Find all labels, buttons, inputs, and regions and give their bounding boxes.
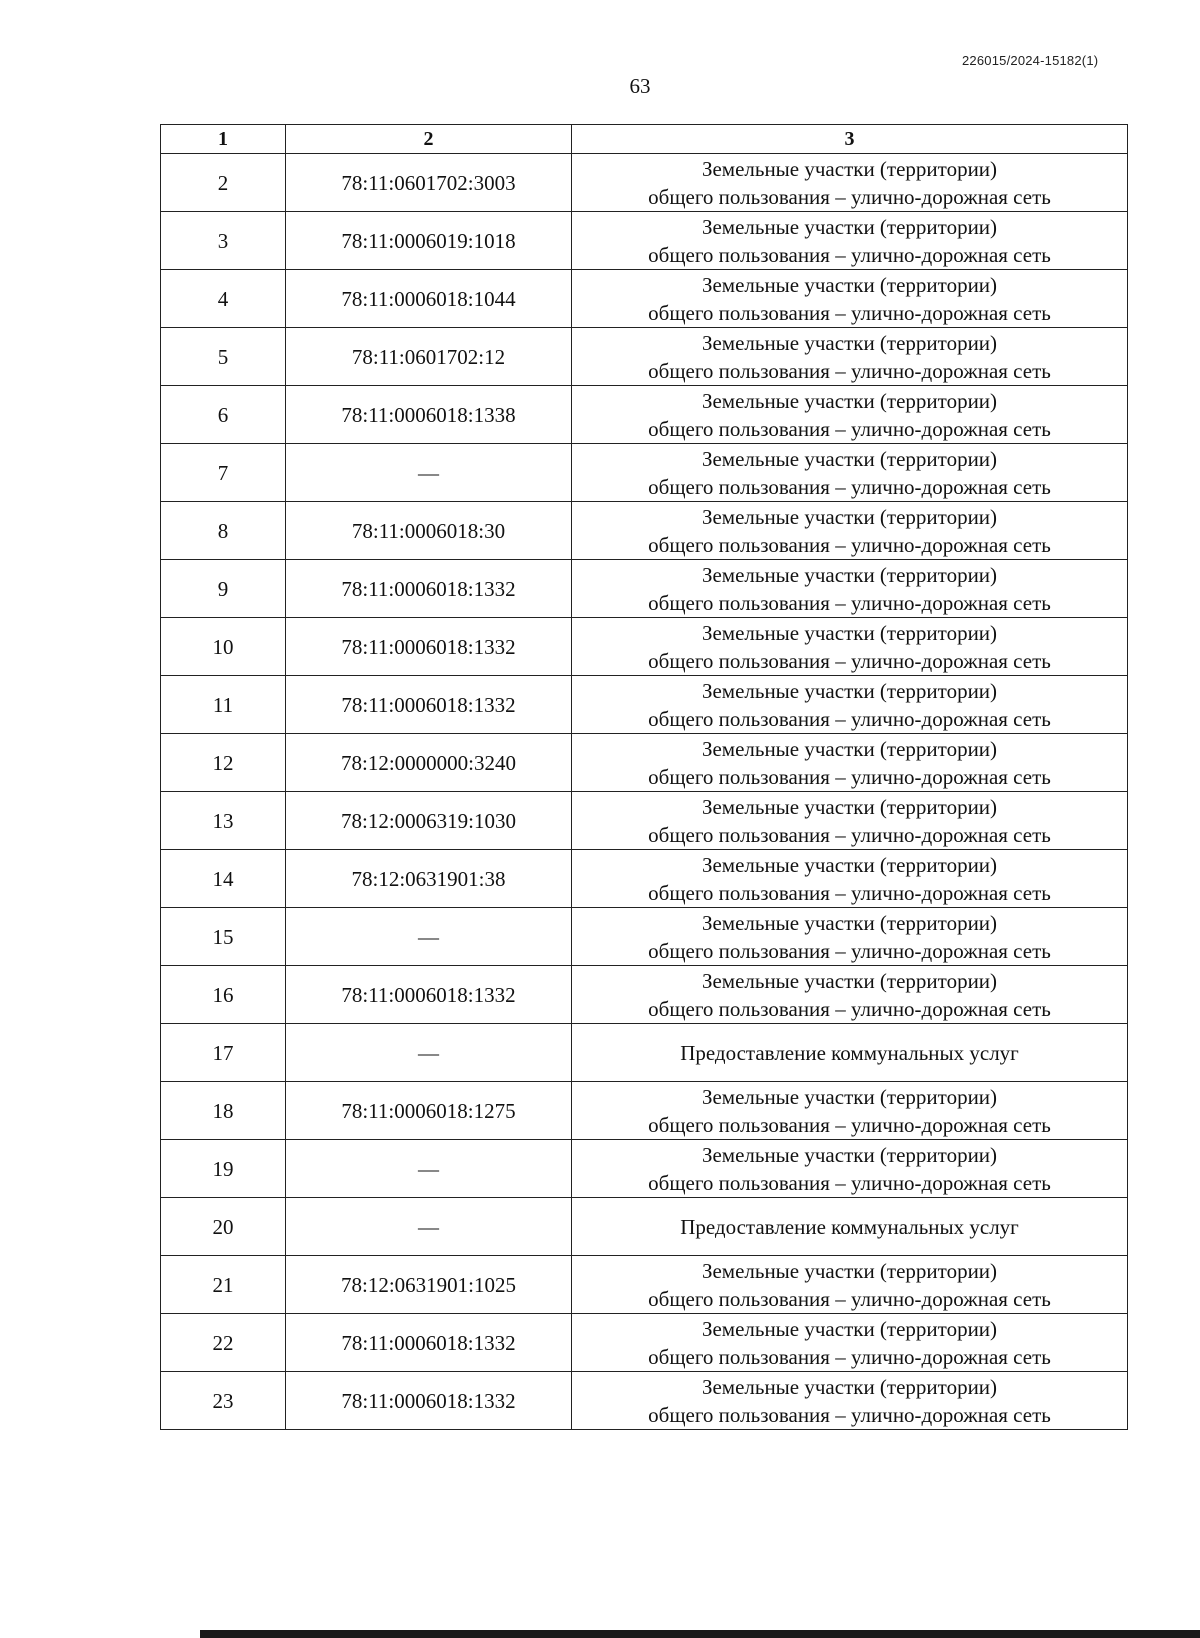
row-number-cell: 10	[161, 618, 286, 676]
column-header-1: 1	[161, 125, 286, 154]
description-line: общего пользования – улично-дорожная сеть	[648, 532, 1051, 557]
cadastral-number-cell: 78:11:0006018:1332	[286, 966, 572, 1024]
description-line: Предоставление коммунальных услуг	[680, 1040, 1019, 1065]
land-use-description-cell	[572, 618, 1128, 676]
description-line: Земельные участки (территории)	[701, 562, 998, 587]
description-line: общего пользования – улично-дорожная сеть	[648, 416, 1051, 441]
land-use-description-cell	[572, 1024, 1128, 1082]
description-line: Земельные участки (территории)	[701, 910, 998, 935]
row-number-cell: 5	[161, 328, 286, 386]
cadastral-number-cell: 78:11:0006018:1275	[286, 1082, 572, 1140]
scan-bottom-edge	[200, 1630, 1200, 1638]
description-line: общего пользования – улично-дорожная сеть	[648, 242, 1051, 267]
table-row	[161, 560, 1128, 618]
cadastral-number-cell: 78:12:0631901:1025	[286, 1256, 572, 1314]
land-use-description-cell	[572, 1314, 1128, 1372]
land-use-description-cell	[572, 676, 1128, 734]
land-use-description-cell	[572, 386, 1128, 444]
row-number-cell: 23	[161, 1372, 286, 1430]
cadastral-number-cell: 78:11:0601702:3003	[286, 154, 572, 212]
cadastral-number-cell: —	[286, 1140, 572, 1198]
page-number: 63	[629, 74, 651, 98]
description-line: общего пользования – улично-дорожная сеть	[648, 822, 1051, 847]
cadastral-number-cell: 78:11:0006018:1044	[286, 270, 572, 328]
row-number-cell: 19	[161, 1140, 286, 1198]
description-line: общего пользования – улично-дорожная сеть	[648, 474, 1051, 499]
description-line: Земельные участки (территории)	[701, 1258, 998, 1283]
cadastral-number-cell: 78:11:0006018:1332	[286, 560, 572, 618]
table-row	[161, 618, 1128, 676]
description-line: Земельные участки (территории)	[701, 620, 998, 645]
table-row	[161, 908, 1128, 966]
land-use-description-cell	[572, 850, 1128, 908]
description-line: Земельные участки (территории)	[701, 1084, 998, 1109]
row-number-cell: 14	[161, 850, 286, 908]
land-use-description-cell	[572, 328, 1128, 386]
table-row	[161, 386, 1128, 444]
document-registration-number: 226015/2024-15182(1)	[962, 53, 1099, 68]
land-use-description-cell	[572, 560, 1128, 618]
description-line: общего пользования – улично-дорожная сеть	[648, 1112, 1051, 1137]
land-use-description-cell	[572, 270, 1128, 328]
row-number-cell: 4	[161, 270, 286, 328]
description-line: общего пользования – улично-дорожная сеть	[648, 1402, 1051, 1427]
land-use-description-cell	[572, 502, 1128, 560]
description-line: общего пользования – улично-дорожная сеть	[648, 938, 1051, 963]
land-use-description-cell	[572, 792, 1128, 850]
description-line: Земельные участки (территории)	[701, 388, 998, 413]
description-line: Земельные участки (территории)	[701, 968, 998, 993]
land-plots-table	[160, 124, 1128, 1430]
land-use-description-cell	[572, 1372, 1128, 1430]
row-number-cell: 11	[161, 676, 286, 734]
description-line: Земельные участки (территории)	[701, 736, 998, 761]
row-number-cell: 17	[161, 1024, 286, 1082]
table-row	[161, 850, 1128, 908]
column-header-2: 2	[286, 125, 572, 154]
land-use-description-cell	[572, 1198, 1128, 1256]
cadastral-number-cell: 78:11:0006018:1332	[286, 1314, 572, 1372]
description-line: Земельные участки (территории)	[701, 1142, 998, 1167]
cadastral-number-cell: —	[286, 908, 572, 966]
row-number-cell: 9	[161, 560, 286, 618]
table-row	[161, 502, 1128, 560]
land-use-description-cell	[572, 1082, 1128, 1140]
description-line: общего пользования – улично-дорожная сеть	[648, 764, 1051, 789]
land-use-description-cell	[572, 1140, 1128, 1198]
description-line: Земельные участки (территории)	[701, 794, 998, 819]
cadastral-number-cell: 78:12:0000000:3240	[286, 734, 572, 792]
description-line: Земельные участки (территории)	[701, 678, 998, 703]
description-line: Земельные участки (территории)	[701, 156, 998, 181]
description-line: Земельные участки (территории)	[701, 330, 998, 355]
cadastral-number-cell: 78:11:0006018:1332	[286, 1372, 572, 1430]
table-row	[161, 1140, 1128, 1198]
table-row	[161, 1024, 1128, 1082]
table-row	[161, 676, 1128, 734]
land-use-description-cell	[572, 212, 1128, 270]
land-use-description-cell	[572, 1256, 1128, 1314]
row-number-cell: 20	[161, 1198, 286, 1256]
cadastral-number-cell: 78:11:0601702:12	[286, 328, 572, 386]
row-number-cell: 13	[161, 792, 286, 850]
table-row	[161, 1372, 1128, 1430]
table-row	[161, 444, 1128, 502]
description-line: Земельные участки (территории)	[701, 446, 998, 471]
cadastral-number-cell: —	[286, 1198, 572, 1256]
table-row	[161, 270, 1128, 328]
table-row	[161, 328, 1128, 386]
table-row	[161, 1256, 1128, 1314]
land-use-description-cell	[572, 444, 1128, 502]
description-line: общего пользования – улично-дорожная сеть	[648, 300, 1051, 325]
description-line: общего пользования – улично-дорожная сеть	[648, 1170, 1051, 1195]
description-line: общего пользования – улично-дорожная сеть	[648, 996, 1051, 1021]
description-line: общего пользования – улично-дорожная сеть	[648, 358, 1051, 383]
table-row	[161, 212, 1128, 270]
row-number-cell: 3	[161, 212, 286, 270]
land-use-description-cell	[572, 154, 1128, 212]
column-header-3: 3	[572, 125, 1128, 154]
land-use-description-cell	[572, 966, 1128, 1024]
table-row	[161, 966, 1128, 1024]
table-row	[161, 154, 1128, 212]
row-number-cell: 18	[161, 1082, 286, 1140]
description-line: общего пользования – улично-дорожная сеть	[648, 880, 1051, 905]
description-line: общего пользования – улично-дорожная сеть	[648, 1286, 1051, 1311]
description-line: Предоставление коммунальных услуг	[680, 1214, 1019, 1239]
table-body	[161, 154, 1128, 1430]
cadastral-number-cell: —	[286, 444, 572, 502]
row-number-cell: 7	[161, 444, 286, 502]
description-line: общего пользования – улично-дорожная сеть	[648, 648, 1051, 673]
cadastral-number-cell: 78:11:0006018:1332	[286, 618, 572, 676]
cadastral-number-cell: 78:11:0006018:30	[286, 502, 572, 560]
row-number-cell: 21	[161, 1256, 286, 1314]
cadastral-number-cell: 78:12:0631901:38	[286, 850, 572, 908]
description-line: Земельные участки (территории)	[701, 272, 998, 297]
cadastral-number-cell: —	[286, 1024, 572, 1082]
row-number-cell: 22	[161, 1314, 286, 1372]
row-number-cell: 2	[161, 154, 286, 212]
row-number-cell: 8	[161, 502, 286, 560]
cadastral-number-cell: 78:11:0006019:1018	[286, 212, 572, 270]
table-row	[161, 1082, 1128, 1140]
cadastral-number-cell: 78:12:0006319:1030	[286, 792, 572, 850]
table-row	[161, 792, 1128, 850]
description-line: общего пользования – улично-дорожная сеть	[648, 184, 1051, 209]
description-line: общего пользования – улично-дорожная сеть	[648, 1344, 1051, 1369]
row-number-cell: 12	[161, 734, 286, 792]
table-row	[161, 1314, 1128, 1372]
cadastral-number-cell: 78:11:0006018:1338	[286, 386, 572, 444]
land-use-description-cell	[572, 908, 1128, 966]
description-line: общего пользования – улично-дорожная сеть	[648, 706, 1051, 731]
row-number-cell: 6	[161, 386, 286, 444]
cadastral-number-cell: 78:11:0006018:1332	[286, 676, 572, 734]
description-line: Земельные участки (территории)	[701, 852, 998, 877]
description-line: Земельные участки (территории)	[701, 1374, 998, 1399]
table-row	[161, 1198, 1128, 1256]
description-line: Земельные участки (территории)	[701, 1316, 998, 1341]
table-header-row	[161, 125, 1128, 154]
description-line: Земельные участки (территории)	[701, 504, 998, 529]
description-line: Земельные участки (территории)	[701, 214, 998, 239]
description-line: общего пользования – улично-дорожная сеть	[648, 590, 1051, 615]
row-number-cell: 16	[161, 966, 286, 1024]
table-row	[161, 734, 1128, 792]
row-number-cell: 15	[161, 908, 286, 966]
land-use-description-cell	[572, 734, 1128, 792]
